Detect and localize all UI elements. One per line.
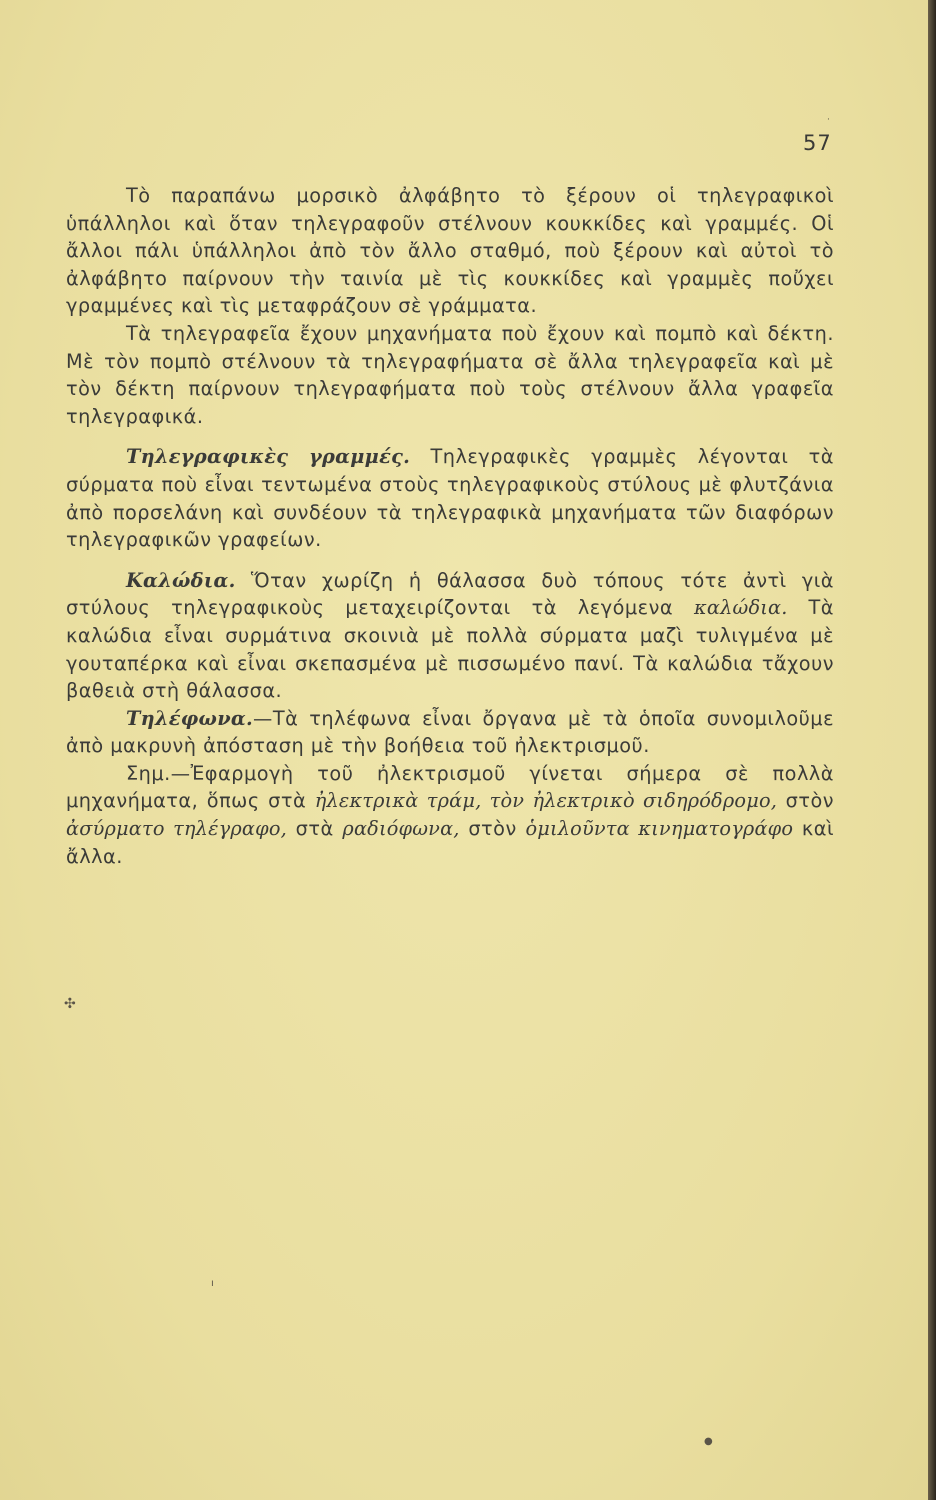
heading-cables: Καλώδια.	[126, 568, 236, 592]
page-edge	[928, 0, 936, 1500]
note-text-a: Σημ.—Ἐφαρμογὴ τοῦ ἠλεκτρισμοῦ γίνεται σήμερα σὲ πολλὰ μηχανήματα, ὅπως στὰ	[66, 761, 834, 813]
note-text-d: στὸν	[459, 817, 526, 841]
telegraph-lines-text: Τηλεγραφικὲς γραμμὲς λέγονται τὰ σύρματα ποὺ εἶναι τεντωμένα στοὺς τηλεγραφικοὺς στύλους μὲ φλυτζάνια ἀπὸ πορσελάνη καὶ συνδέουν τὰ τηλεγραφικὰ μηχανήματα τῶν διαφόρων τηλεγραφικῶν γραφείων.	[66, 445, 834, 552]
ink-speck-icon: ●	[704, 1436, 713, 1447]
note-emphasis-cinema: ὁμιλοῦντα κινηματογράφο	[525, 817, 794, 841]
note-emphasis-radio: ραδιόφωνα,	[342, 817, 460, 841]
note-text-e: καὶ ἄλλα.	[66, 817, 834, 868]
cables-text-b: Τὰ καλώδια εἶναι συρμάτινα σκοινιὰ μὲ πολλὰ σύρματα μαζὶ τυλιγμένα μὲ γουταπέρκα καὶ εἶναι σκεπασμένα μὲ πισσωμένο πανί. Τὰ καλώδια τἄχουν βαθειὰ στὴ θάλασσα.	[66, 596, 834, 703]
heading-telegraph-lines: Τηλεγραφικὲς γραμμές.	[126, 445, 411, 469]
paragraph-cables	[66, 567, 834, 705]
telephones-text: —Τὰ τηλέφωνα εἶναι ὄργανα μὲ τὰ ὁποῖα συνομιλοῦμε ἀπὸ μακρυνὴ ἀπόσταση μὲ τὴν βοήθεια τοῦ ἠλεκτρισμοῦ.	[66, 706, 834, 758]
heading-telephones: Τηλέφωνα.	[126, 706, 254, 730]
paragraph-note	[66, 760, 834, 870]
page-number: 57	[803, 131, 832, 155]
body-text	[66, 182, 834, 870]
cables-emphasis: καλώδια.	[694, 596, 788, 620]
note-emphasis-tram: ἠλεκτρικὰ τράμ, τὸν ἠλεκτρικὸ σιδηρόδρομο,	[314, 789, 778, 813]
note-text-c: στὰ	[286, 817, 343, 841]
note-text-b: στὸν	[777, 789, 835, 813]
paragraph-morse-alphabet: Τὸ παραπάνω μορσικὸ ἀλφάβητο τὸ ξέρουν οἱ τηλεγραφικοὶ ὑπάλληλοι καὶ ὅταν τηλεγραφοῦν στέλνουν κουκκίδες καὶ γραμμές. Οἱ ἄλλοι πάλι ὑπάλληλοι ἀπὸ τὸν ἄλλο σταθμό, ποὺ ξέρουν καὶ αὐτοὶ τὸ ἀλφάβητο παίρνουν τὴν ταινία μὲ τὶς κουκκίδες καὶ γραμμὲς ποὔχει γραμμένες καὶ τὶς μεταφράζουν σὲ γράμματα.	[66, 184, 834, 318]
ink-speck-icon: ✣	[64, 996, 76, 1012]
cables-text-a: Ὅταν χωρίζη ἡ θάλασσα δυὸ τόπους τότε ἀντὶ γιὰ στύλους τηλεγραφικοὺς μεταχειρίζονται τὰ λεγόμενα	[66, 568, 834, 620]
paragraph-telephones	[66, 705, 834, 760]
paragraph-telegraph-lines	[66, 443, 834, 553]
ink-speck-icon: ı	[211, 1278, 214, 1289]
paragraph-telegraph-offices: Τὰ τηλεγραφεῖα ἔχουν μηχανήματα ποὺ ἔχουν καὶ πομπὸ καὶ δέκτη. Μὲ τὸν πομπὸ στέλνουν τὰ τηλεγραφήματα σὲ ἄλλα τηλεγραφεῖα καὶ μὲ τὸν δέκτη παίρνουν τηλεγραφήματα ποὺ τοὺς στέλνουν ἄλλα γραφεῖα τηλεγραφικά.	[66, 321, 834, 428]
note-emphasis-wireless: ἀσύρματο τηλέγραφο,	[66, 817, 287, 841]
ink-speck-icon: ·	[827, 115, 830, 125]
